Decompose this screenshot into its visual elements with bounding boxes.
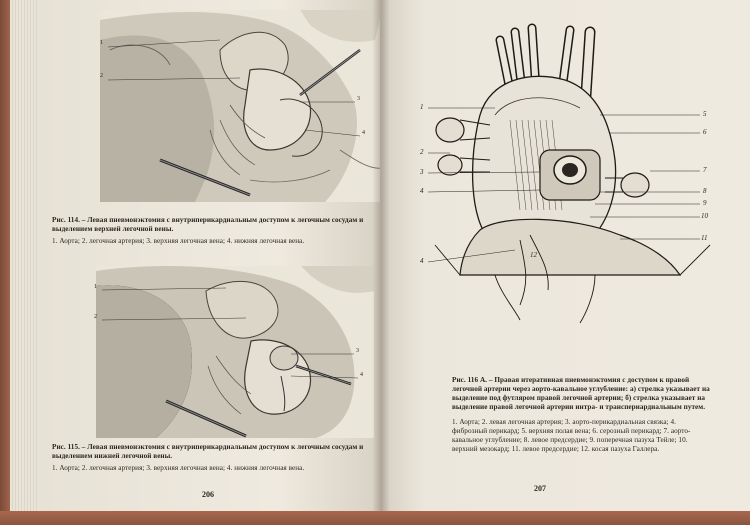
figure-114-caption — [52, 216, 372, 246]
fig115-label-3: 3 — [356, 348, 359, 354]
left-page — [38, 0, 380, 511]
figure-116a-caption-legend: 1. Аорта; 2. левая легочная артерия; 3. аорто-перикардиальная связка; 4. фиброзный перикард; 5. верхняя полая вена; 6. серозный перикард; 7. аорто-кавальное углубление; 8. левое предсердие; 9. поперечная пазуха Тейле; 10. верхний мезокард; 11. левое предсердие; 12. косая пазуха Галлера. — [452, 418, 691, 453]
figure-115-caption-title: Рис. 115. – Левая пневмонэктомия с внутриперикардиальным доступом к легочным сосудам и выделением нижней легочной вены. — [52, 443, 364, 460]
fig116-label-4b: 4 — [420, 257, 424, 265]
figure-114-caption-title: Рис. 114. – Левая пневмонэктомия с внутриперикардиальным доступом к легочным сосудам и выделением верхней легочной вены. — [52, 216, 364, 233]
left-page-number: 206 — [202, 490, 214, 499]
fig116-label-11: 11 — [701, 234, 708, 242]
fig115-label-2: 2 — [94, 314, 97, 320]
fig116-label-5: 5 — [703, 110, 707, 118]
figure-115-caption-legend: 1. Аорта; 2. легочная артерия; 3. верхняя легочная вена; 4. нижняя легочная вена. — [52, 464, 305, 472]
fig115-label-1: 1 — [94, 284, 97, 290]
fig116-label-4: 4 — [420, 187, 424, 195]
page-stack-edge — [10, 0, 40, 511]
fig116-label-8: 8 — [703, 187, 707, 195]
fig115-label-4: 4 — [360, 372, 363, 378]
right-page — [380, 0, 750, 511]
right-page-number: 207 — [534, 484, 546, 493]
fig116-label-1: 1 — [420, 103, 424, 111]
fig116-label-12: 12 — [530, 251, 537, 259]
fig114-label-2: 2 — [100, 73, 103, 79]
fig116-label-9: 9 — [703, 199, 707, 207]
fig114-label-3: 3 — [357, 96, 360, 102]
figure-116a-caption-title: Рис. 116 А. – Правая итеративная пневмонэктомия с доступом к правой легочной артерии через аорто-кавальное углубление: а) стрелка указывает на выделение под футляром правой легочной артерии; б) стрелка указывает на выделение правой легочной артерии интра- и транспериардиальным путем. — [452, 376, 710, 411]
book-gutter — [372, 0, 390, 511]
fig116-label-10: 10 — [701, 212, 708, 220]
figure-114-caption-legend: 1. Аорта; 2. легочная артерия; 3. верхняя легочная вена; 4. нижняя легочная вена. — [52, 237, 305, 245]
book-cover-bottom — [0, 511, 750, 525]
figure-114-illustration — [100, 10, 382, 202]
fig114-label-1: 1 — [100, 40, 103, 46]
figure-116a-caption — [452, 376, 710, 454]
fig114-label-4: 4 — [362, 130, 365, 136]
fig116-label-7: 7 — [703, 166, 707, 174]
figure-115-illustration — [96, 266, 374, 438]
fig116-label-3: 3 — [420, 168, 424, 176]
figure-115-caption — [52, 443, 372, 473]
figure-116a-illustration — [420, 20, 720, 325]
fig116-label-6: 6 — [703, 128, 707, 136]
fig116-label-2: 2 — [420, 148, 424, 156]
